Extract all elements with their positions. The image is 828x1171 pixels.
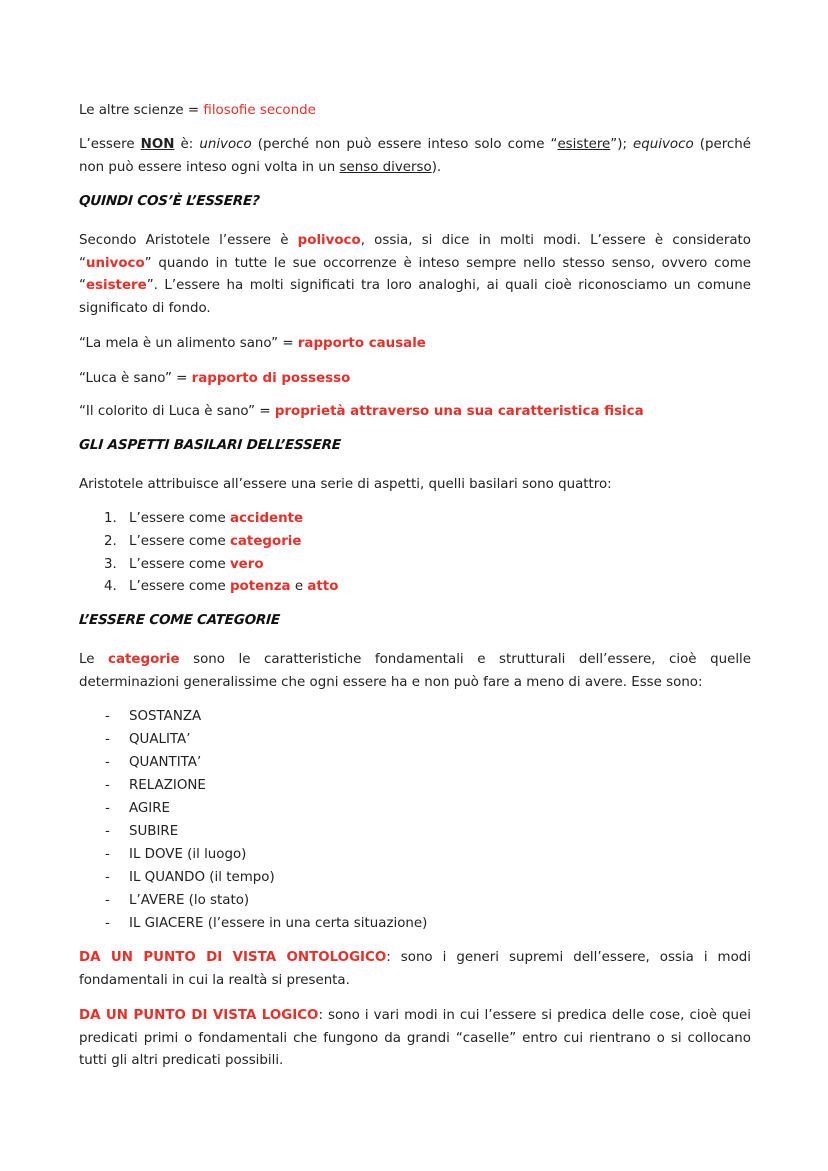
list-item: - SUBIRE — [105, 824, 179, 839]
example-mela: “La mela è un alimento sano” = rapporto causale — [79, 336, 426, 351]
list-item: 4. L’essere come potenza e atto — [104, 579, 339, 595]
filosofie-seconde-highlight: filosofie seconde — [203, 103, 316, 118]
section-heading-aspetti-basilari: GLI ASPETTI BASILARI DELL’ESSERE — [78, 437, 342, 453]
list-item: - SOSTANZA — [105, 709, 202, 724]
equivoco-term: equivoco — [633, 137, 694, 152]
list-item: - L’AVERE (lo stato) — [105, 893, 250, 908]
example-colorito: “Il colorito di Luca è sano” = proprietà attraverso una sua caratteristica fisica — [79, 404, 644, 419]
example-luca: “Luca è sano” = rapporto di possesso — [79, 371, 351, 386]
section-heading-cos-e-essere: QUINDI COS’È L’ESSERE? — [78, 193, 261, 209]
esistere-highlight: esistere — [85, 278, 147, 293]
esistere-term: esistere — [557, 137, 611, 152]
ontologico-highlight: DA UN PUNTO DI VISTA ONTOLOGICO — [79, 950, 387, 965]
list-item: - AGIRE — [105, 801, 171, 816]
rapporto-causale-highlight: rapporto causale — [297, 336, 426, 351]
categorie-highlight: categorie — [108, 652, 180, 667]
section-heading-categorie: L’ESSERE COME CATEGORIE — [78, 612, 281, 628]
list-item: - IL GIACERE (l’essere in una certa situazione) — [105, 916, 428, 931]
intro-text: Le altre scienze = — [79, 103, 204, 118]
non-emphasis: NON — [140, 137, 175, 152]
polivoco-highlight: polivoco — [297, 233, 361, 248]
proprieta-highlight: proprietà attraverso una sua caratteristica fisica — [274, 404, 644, 419]
senso-diverso-term: senso diverso — [339, 159, 432, 175]
list-item: 2. L’essere come categorie — [104, 533, 302, 549]
logico-paragraph: DA UN PUNTO DI VISTA LOGICO: sono i vari modi in cui l’essere si predica delle cose, cioè quei predicati primi o fondamentali che fungono da grandi “caselle” entro cui rientrano o si collocano tutti gli altri predicati possibili. — [79, 1008, 751, 1068]
rapporto-possesso-highlight: rapporto di possesso — [191, 371, 351, 386]
univoco-term: univoco — [199, 137, 252, 152]
logico-highlight: DA UN PUNTO DI VISTA LOGICO — [79, 1008, 319, 1023]
list-item: - IL DOVE (il luogo) — [105, 847, 247, 862]
aspetti-list — [79, 508, 338, 599]
list-item: - QUANTITA’ — [105, 755, 202, 770]
list-item: - QUALITA’ — [105, 732, 191, 747]
essere-definition-paragraph: L’essere NON è: univoco (perché non può essere inteso solo come “esistere”); equivoco (perché non può essere inteso ogni volta in un senso diverso). — [79, 137, 751, 175]
univoco-highlight: univoco — [85, 255, 145, 271]
list-item: - IL QUANDO (il tempo) — [105, 870, 275, 885]
polivoco-paragraph: Secondo Aristotele l’essere è polivoco, ossia, si dice in molti modi. L’essere è considerato “univoco” quando in tutte le sue occorrenze è inteso sempre nello stesso senso, ovvero come “esistere”. L’essere ha molti significati tra loro analoghi, ai quali cioè riconosciamo un comune significato di fondo. — [79, 233, 751, 316]
aspetti-intro-paragraph: Aristotele attribuisce all’essere una serie di aspetti, quelli basilari sono quattro: — [79, 477, 612, 492]
categorie-list — [79, 705, 427, 935]
list-item: - RELAZIONE — [105, 778, 206, 793]
intro-line — [79, 100, 751, 123]
list-item: 3. L’essere come vero — [104, 556, 264, 572]
ontologico-paragraph: DA UN PUNTO DI VISTA ONTOLOGICO: sono i generi supremi dell’essere, ossia i modi fondamentali in cui la realtà si presenta. — [79, 950, 751, 988]
categorie-paragraph: Le categorie sono le caratteristiche fondamentali e strutturali dell’essere, cioè quelle determinazioni generalissime che ogni essere ha e non può fare a meno di avere. Esse sono: — [79, 652, 751, 690]
list-item: 1. L’essere come accidente — [104, 511, 304, 526]
